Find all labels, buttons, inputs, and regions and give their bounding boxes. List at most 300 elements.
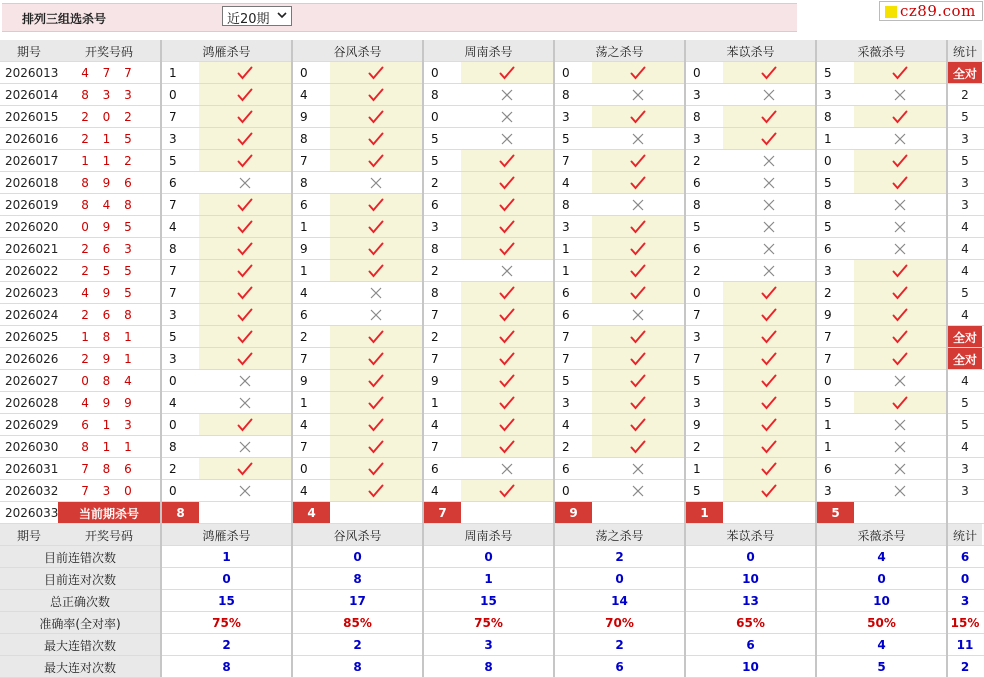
result-wrong <box>461 128 553 150</box>
result-wrong <box>461 84 553 106</box>
period-range-value: 近20期 <box>227 12 270 27</box>
result-correct <box>461 150 553 172</box>
cross-icon <box>238 176 252 190</box>
stats-header-expert-4: 荡之杀号 <box>555 524 684 546</box>
row-divider <box>0 369 984 370</box>
stats-value: 1 <box>222 550 231 564</box>
kill-number-cell: 0 <box>300 462 308 476</box>
result-wrong <box>330 304 422 326</box>
cross-icon <box>500 264 514 278</box>
kill-number-cell: 1 <box>562 242 570 256</box>
result-wrong <box>592 304 684 326</box>
check-icon <box>499 176 515 190</box>
chevron-down-icon <box>277 10 287 20</box>
period-cell: 2026032 <box>5 484 58 498</box>
result-correct <box>330 150 422 172</box>
kill-number-cell: 6 <box>824 462 832 476</box>
period-cell: 2026014 <box>5 88 58 102</box>
cross-icon <box>238 396 252 410</box>
result-correct <box>592 150 684 172</box>
check-icon <box>368 396 384 410</box>
check-icon <box>892 352 908 366</box>
header-expert-6: 采薇杀号 <box>817 40 946 62</box>
kill-number-cell: 7 <box>693 352 701 366</box>
result-correct <box>461 436 553 458</box>
stat-cell: 4 <box>961 242 969 256</box>
kill-number-cell: 2 <box>431 264 439 278</box>
result-wrong <box>854 370 946 392</box>
kill-number-cell: 3 <box>562 110 570 124</box>
cross-icon <box>762 242 776 256</box>
stat-cell: 4 <box>961 264 969 278</box>
result-correct <box>199 62 291 84</box>
check-icon <box>761 462 777 476</box>
result-wrong <box>199 172 291 194</box>
result-correct <box>854 106 946 128</box>
row-divider <box>0 325 984 326</box>
cross-icon <box>631 88 645 102</box>
logo-square-icon <box>885 6 897 18</box>
stats-header-expert-3: 周南杀号 <box>424 524 553 546</box>
kill-number-cell: 2 <box>562 440 570 454</box>
result-correct <box>723 480 815 502</box>
check-icon <box>630 154 646 168</box>
row-divider <box>0 655 984 656</box>
stats-value: 0 <box>877 572 886 586</box>
stats-value: 75% <box>474 616 503 630</box>
check-icon <box>499 220 515 234</box>
result-correct <box>854 172 946 194</box>
cross-icon <box>631 198 645 212</box>
kill-number-cell: 5 <box>693 220 701 234</box>
result-correct <box>723 414 815 436</box>
result-correct <box>330 480 422 502</box>
kill-number-cell: 7 <box>562 330 570 344</box>
cross-icon <box>631 462 645 476</box>
result-correct <box>330 260 422 282</box>
kill-number-cell: 7 <box>169 110 177 124</box>
kill-number-cell: 8 <box>562 88 570 102</box>
result-correct <box>461 414 553 436</box>
check-icon <box>368 132 384 146</box>
result-wrong <box>461 260 553 282</box>
stats-value: 10 <box>742 660 759 674</box>
result-correct <box>723 436 815 458</box>
stat-cell: 4 <box>961 374 969 388</box>
stats-header-expert-6: 采薇杀号 <box>817 524 946 546</box>
result-correct <box>854 348 946 370</box>
row-divider <box>0 545 984 546</box>
check-icon <box>237 330 253 344</box>
check-icon <box>499 440 515 454</box>
stat-cell: 5 <box>961 154 969 168</box>
check-icon <box>761 418 777 432</box>
row-divider <box>0 193 984 194</box>
result-wrong <box>461 458 553 480</box>
stats-value: 10 <box>873 594 890 608</box>
row-divider <box>0 171 984 172</box>
check-icon <box>630 286 646 300</box>
result-correct <box>854 392 946 414</box>
kill-number-cell: 4 <box>300 286 308 300</box>
kill-number-cell: 6 <box>693 242 701 256</box>
kill-number-cell: 8 <box>824 198 832 212</box>
check-icon <box>368 374 384 388</box>
check-icon <box>237 286 253 300</box>
kill-number-cell: 8 <box>693 110 701 124</box>
draw-number-cell: 8 9 6 <box>81 176 137 190</box>
draw-number-cell: 2 6 3 <box>81 242 137 256</box>
stats-value: 0 <box>484 550 493 564</box>
check-icon <box>761 110 777 124</box>
result-wrong <box>723 260 815 282</box>
cross-icon <box>238 484 252 498</box>
check-icon <box>892 308 908 322</box>
row-divider <box>0 435 984 436</box>
kill-number-cell: 1 <box>169 66 177 80</box>
all-correct-badge: 全对 <box>948 326 982 348</box>
cross-icon <box>500 132 514 146</box>
draw-number-cell: 0 8 4 <box>81 374 137 388</box>
cross-icon <box>762 220 776 234</box>
kill-number-cell: 1 <box>562 264 570 278</box>
kill-number-cell: 3 <box>693 396 701 410</box>
result-correct <box>723 62 815 84</box>
column-separator <box>946 40 948 677</box>
draw-number-cell: 4 9 9 <box>81 396 137 410</box>
check-icon <box>368 462 384 476</box>
stats-summary-value: 2 <box>960 660 970 674</box>
kill-number-cell: 8 <box>431 88 439 102</box>
column-separator <box>422 40 424 677</box>
result-correct <box>592 348 684 370</box>
cross-icon <box>893 484 907 498</box>
kill-number-cell: 0 <box>562 484 570 498</box>
row-divider <box>0 523 984 524</box>
header-expert-3: 周南杀号 <box>424 40 553 62</box>
cross-icon <box>762 176 776 190</box>
kill-number-cell: 9 <box>300 242 308 256</box>
check-icon <box>892 286 908 300</box>
stats-value: 70% <box>605 616 634 630</box>
stats-value: 8 <box>222 660 231 674</box>
check-icon <box>237 132 253 146</box>
kill-number-cell: 2 <box>300 330 308 344</box>
cross-icon <box>893 418 907 432</box>
row-divider <box>0 347 984 348</box>
draw-number-cell: 8 4 8 <box>81 198 137 212</box>
kill-number-cell: 4 <box>431 484 439 498</box>
stats-row-label: 目前连对次数 <box>0 568 160 590</box>
cross-icon <box>893 88 907 102</box>
kill-number-cell: 0 <box>693 286 701 300</box>
result-correct <box>461 326 553 348</box>
check-icon <box>499 198 515 212</box>
result-correct <box>461 62 553 84</box>
row-divider <box>0 457 984 458</box>
kill-number-cell: 7 <box>824 352 832 366</box>
check-icon <box>630 396 646 410</box>
kill-number-cell: 8 <box>169 440 177 454</box>
check-icon <box>892 396 908 410</box>
cross-icon <box>631 484 645 498</box>
all-correct-badge: 全对 <box>948 348 982 370</box>
kill-number-cell: 0 <box>169 374 177 388</box>
draw-number-cell: 2 0 2 <box>81 110 137 124</box>
result-correct <box>854 62 946 84</box>
stat-cell: 3 <box>961 198 969 212</box>
check-icon <box>368 220 384 234</box>
kill-number-cell: 3 <box>824 484 832 498</box>
stats-value: 6 <box>746 638 755 652</box>
stats-value: 5 <box>877 660 886 674</box>
kill-number-cell: 7 <box>693 308 701 322</box>
stat-cell: 5 <box>961 286 969 300</box>
row-divider <box>0 501 984 502</box>
check-icon <box>237 462 253 476</box>
kill-number-cell: 7 <box>431 440 439 454</box>
kill-number-cell: 3 <box>693 132 701 146</box>
result-correct <box>592 326 684 348</box>
cross-icon <box>893 198 907 212</box>
check-icon <box>368 110 384 124</box>
cross-icon <box>631 132 645 146</box>
cross-icon <box>500 110 514 124</box>
kill-number-cell: 2 <box>169 462 177 476</box>
period-cell: 2026024 <box>5 308 58 322</box>
check-icon <box>499 352 515 366</box>
cross-icon <box>893 440 907 454</box>
stats-summary-value: 15% <box>950 616 980 630</box>
result-correct <box>199 326 291 348</box>
result-wrong <box>592 194 684 216</box>
stats-row-label: 最大连错次数 <box>0 634 160 656</box>
kill-number-cell: 4 <box>562 418 570 432</box>
period-cell: 2026022 <box>5 264 58 278</box>
stats-row-label: 准确率(全对率) <box>0 612 160 634</box>
check-icon <box>761 132 777 146</box>
result-correct <box>723 370 815 392</box>
result-correct <box>723 392 815 414</box>
result-wrong <box>854 238 946 260</box>
kill-number-cell: 1 <box>824 440 832 454</box>
stats-value: 0 <box>353 550 362 564</box>
check-icon <box>368 198 384 212</box>
result-correct <box>592 414 684 436</box>
stats-value: 17 <box>349 594 366 608</box>
cross-icon <box>631 308 645 322</box>
check-icon <box>368 330 384 344</box>
period-range-select[interactable] <box>222 6 292 26</box>
kill-number-cell: 6 <box>562 308 570 322</box>
current-kill-label: 当前期杀号 <box>58 502 160 524</box>
result-wrong <box>723 216 815 238</box>
kill-number-cell: 5 <box>824 220 832 234</box>
kill-number-cell: 5 <box>693 484 701 498</box>
cross-icon <box>762 88 776 102</box>
result-correct <box>592 436 684 458</box>
stats-header-draw: 开奖号码 <box>58 524 160 546</box>
result-correct <box>330 84 422 106</box>
check-icon <box>237 418 253 432</box>
check-icon <box>368 154 384 168</box>
draw-number-cell: 7 3 0 <box>81 484 137 498</box>
result-wrong <box>723 194 815 216</box>
result-correct <box>461 282 553 304</box>
result-correct <box>461 172 553 194</box>
kill-number-cell: 0 <box>300 66 308 80</box>
period-cell: 2026028 <box>5 396 58 410</box>
row-divider <box>0 83 984 84</box>
cross-icon <box>369 308 383 322</box>
header-period: 期号 <box>0 40 58 62</box>
cross-icon <box>893 132 907 146</box>
column-separator <box>160 40 162 677</box>
kill-number-cell: 0 <box>431 66 439 80</box>
stats-value: 0 <box>746 550 755 564</box>
result-correct <box>854 304 946 326</box>
check-icon <box>368 352 384 366</box>
row-divider <box>0 567 984 568</box>
column-separator <box>815 40 817 677</box>
row-divider <box>0 215 984 216</box>
kill-number-cell: 0 <box>693 66 701 80</box>
kill-number-cell: 8 <box>300 132 308 146</box>
row-divider <box>0 303 984 304</box>
row-divider <box>0 391 984 392</box>
result-correct <box>330 326 422 348</box>
check-icon <box>368 440 384 454</box>
stats-value: 2 <box>353 638 362 652</box>
result-wrong <box>854 458 946 480</box>
draw-number-cell: 2 9 1 <box>81 352 137 366</box>
result-correct <box>199 150 291 172</box>
result-correct <box>461 304 553 326</box>
result-wrong <box>592 480 684 502</box>
kill-number-cell: 9 <box>824 308 832 322</box>
period-cell: 2026016 <box>5 132 58 146</box>
result-correct <box>330 458 422 480</box>
result-correct <box>461 480 553 502</box>
result-correct <box>592 282 684 304</box>
row-divider <box>0 479 984 480</box>
check-icon <box>761 396 777 410</box>
draw-number-cell: 2 1 5 <box>81 132 137 146</box>
draw-number-cell: 4 7 7 <box>81 66 137 80</box>
kill-number-cell: 7 <box>824 330 832 344</box>
kill-number-cell: 3 <box>169 308 177 322</box>
title-strip <box>2 3 797 32</box>
draw-number-cell: 0 9 5 <box>81 220 137 234</box>
check-icon <box>761 374 777 388</box>
result-correct <box>330 106 422 128</box>
cross-icon <box>893 220 907 234</box>
kill-number-cell: 4 <box>169 396 177 410</box>
kill-number-cell: 2 <box>431 176 439 190</box>
stats-row-label: 总正确次数 <box>0 590 160 612</box>
kill-number-cell: 5 <box>562 132 570 146</box>
result-wrong <box>854 414 946 436</box>
kill-number-cell: 7 <box>431 308 439 322</box>
kill-number-cell: 4 <box>431 418 439 432</box>
check-icon <box>630 176 646 190</box>
kill-number-cell: 7 <box>169 264 177 278</box>
draw-number-cell: 1 8 1 <box>81 330 137 344</box>
period-cell: 2026019 <box>5 198 58 212</box>
period-cell: 2026026 <box>5 352 58 366</box>
kill-number-cell: 0 <box>824 154 832 168</box>
stats-value: 3 <box>484 638 493 652</box>
period-cell: 2026018 <box>5 176 58 190</box>
period-cell: 2026017 <box>5 154 58 168</box>
result-wrong <box>723 238 815 260</box>
stats-value: 2 <box>615 638 624 652</box>
check-icon <box>630 220 646 234</box>
kill-number-cell: 8 <box>431 286 439 300</box>
kill-number-cell: 8 <box>431 242 439 256</box>
stats-value: 2 <box>615 550 624 564</box>
result-correct <box>854 326 946 348</box>
draw-number-cell: 7 8 6 <box>81 462 137 476</box>
check-icon <box>237 352 253 366</box>
result-wrong <box>199 480 291 502</box>
cross-icon <box>762 154 776 168</box>
result-correct <box>330 62 422 84</box>
site-logo[interactable] <box>879 1 983 21</box>
check-icon <box>630 330 646 344</box>
period-cell: 2026015 <box>5 110 58 124</box>
cross-icon <box>762 264 776 278</box>
check-icon <box>499 154 515 168</box>
check-icon <box>499 396 515 410</box>
cross-icon <box>369 176 383 190</box>
check-icon <box>499 66 515 80</box>
kill-number-cell: 8 <box>562 198 570 212</box>
page-title: 排列三组选杀号 <box>22 12 107 26</box>
kill-number-cell: 2 <box>693 264 701 278</box>
stats-value: 15 <box>480 594 497 608</box>
check-icon <box>630 110 646 124</box>
check-icon <box>368 88 384 102</box>
kill-number-cell: 5 <box>824 396 832 410</box>
kill-number-cell: 4 <box>169 220 177 234</box>
stats-value: 2 <box>222 638 231 652</box>
check-icon <box>237 66 253 80</box>
result-wrong <box>199 370 291 392</box>
result-correct <box>592 238 684 260</box>
cross-icon <box>238 440 252 454</box>
row-divider <box>0 589 984 590</box>
header-expert-4: 荡之杀号 <box>555 40 684 62</box>
kill-number-cell: 3 <box>693 330 701 344</box>
kill-number-cell: 5 <box>562 374 570 388</box>
result-correct <box>199 84 291 106</box>
result-correct <box>461 216 553 238</box>
stats-value: 8 <box>353 572 362 586</box>
check-icon <box>237 154 253 168</box>
kill-number-cell: 0 <box>431 110 439 124</box>
kill-number-cell: 6 <box>824 242 832 256</box>
result-correct <box>723 304 815 326</box>
result-wrong <box>854 84 946 106</box>
period-cell: 2026025 <box>5 330 58 344</box>
kill-number-cell: 5 <box>169 154 177 168</box>
stat-cell: 5 <box>961 110 969 124</box>
check-icon <box>761 66 777 80</box>
kill-number-cell: 9 <box>693 418 701 432</box>
result-correct <box>330 370 422 392</box>
column-separator <box>553 40 555 677</box>
